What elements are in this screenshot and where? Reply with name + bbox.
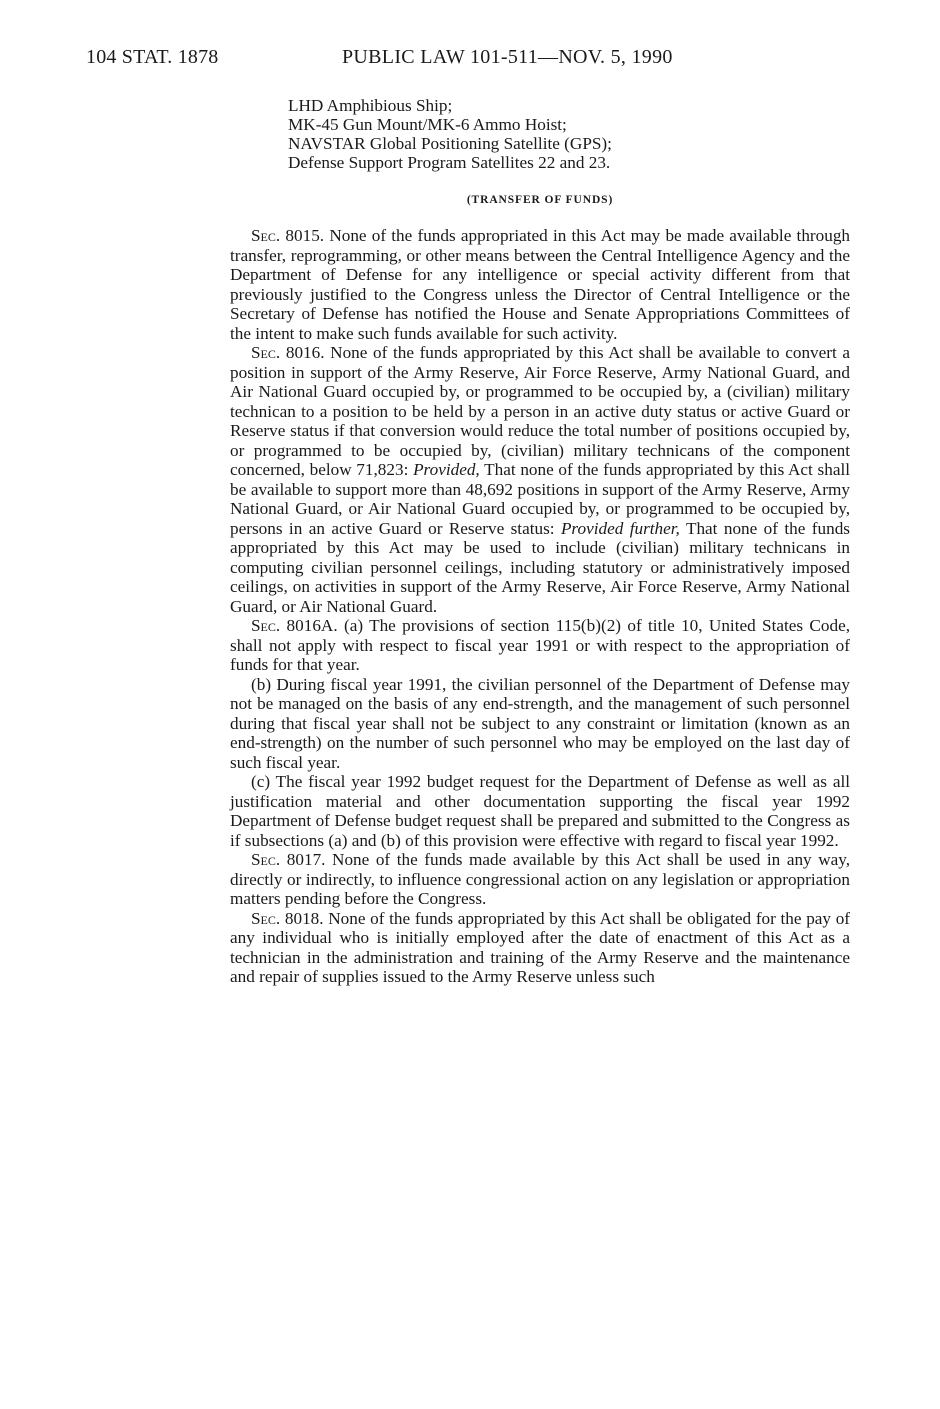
proviso-label: Provided further, [560, 518, 680, 538]
list-item: LHD Amphibious Ship; [288, 96, 453, 115]
program-list [288, 96, 848, 172]
subsection-c: (c) The fiscal year 1992 budget request for the Department of Defense as well as all justification material and other documentation supporting the fiscal year 1992 Department of Defense budget request shall be prepared and submitted to the Congress as if subsections (a) and (b) of this provision were effective with regard to fiscal year 1992. [230, 772, 850, 850]
section-number: 8016. [285, 343, 325, 362]
section-number: 8015. [285, 226, 325, 245]
section-text: None of the funds appropriated by this Act shall be obligated for the pay of any individual who is initially employed after the date of enactment of this Act as a technician in the administration and training of the Army Reserve and the maintenance and repair of supplies issued to the Army Reserve unless such [230, 908, 851, 986]
law-title: PUBLIC LAW 101-511—NOV. 5, 1990 [342, 46, 673, 68]
list-item: Defense Support Program Satellites 22 and 23. [288, 153, 611, 172]
section-number: 8018. [284, 908, 324, 928]
section-label: Sec. [251, 343, 281, 362]
proviso-label: Provided, [413, 460, 480, 479]
statute-body [230, 226, 850, 987]
running-header [86, 46, 900, 76]
page-reference: 104 STAT. 1878 [86, 46, 219, 68]
section-text: None of the funds made available by this Act shall be used in any way, directly or indirectly, to influence congressional action on any legislation or appropriation matters pending before the Congress. [230, 850, 851, 908]
section-8016 [230, 343, 850, 616]
subsection-b: (b) During fiscal year 1991, the civilian personnel of the Department of Defense may not be managed on the basis of any end-strength, and the management of such personnel during that fiscal year shall not be subject to any constraint or limitation (known as an end-strength) on the number of such personnel who may be employed on the last day of such fiscal year. [230, 674, 850, 772]
section-number: 8016A. [286, 616, 338, 635]
section-text: None of the funds appropriated by this Act shall be available to convert a position in support of the Army Reserve, Air Force Reserve, Army National Guard, and Air National Guard occupied by, or programmed to be occupied by, a (civilian) military technican to a position to be held by a person in an active duty status or active Guard or Reserve status if that conversion would reduce the total number of positions occupied by, or programmed to be occupied by, (civilian) military technicans of the component concerned, below 71,823: [230, 343, 851, 479]
section-label: Sec. [251, 616, 281, 635]
section-text: None of the funds appropriated in this Act may be made available through transfer, reprogramming, or other means between the Central Intelligence Agency and the Department of Defense for any intelligence or special activity different from that previously justified to the Congress unless the Director of Central Intelligence or the Secretary of Defense has notified the House and Senate Appropriations Committees of the intent to make such funds available for such activity. [230, 226, 851, 343]
section-8016a [230, 616, 850, 675]
section-text: That none of the funds appropriated by this Act may be used to include (civilian) military technicans in computing civilian personnel ceilings, including statutory or administratively imposed ceilings, on activities in support of the Army Reserve, Air Force Reserve, Army National Guard, or Air National Guard. [230, 518, 850, 616]
section-subheading: (TRANSFER OF FUNDS) [466, 194, 614, 206]
section-label: Sec. [251, 908, 281, 928]
list-item: MK-45 Gun Mount/MK-6 Ammo Hoist; [288, 115, 567, 134]
section-number: 8017. [286, 850, 326, 869]
section-label: Sec. [251, 226, 281, 245]
section-text: That none of the funds appropriated by this Act shall be available to support more than 48,692 positions in support of the Army Reserve, Army National Guard, or Air National Guard occupied by, or programmed to be occupied by, persons in an active Guard or Reserve status: [230, 460, 850, 538]
subsection-a: (a) The provisions of section 115(b)(2) of title 10, United States Code, shall not apply with respect to fiscal year 1991 or with respect to the appropriation of funds for that year. [230, 616, 851, 674]
section-8015 [230, 226, 850, 343]
list-item: NAVSTAR Global Positioning Satellite (GPS); [288, 134, 612, 153]
section-8018 [230, 909, 850, 987]
section-8017 [230, 850, 850, 909]
section-label: Sec. [251, 850, 281, 869]
